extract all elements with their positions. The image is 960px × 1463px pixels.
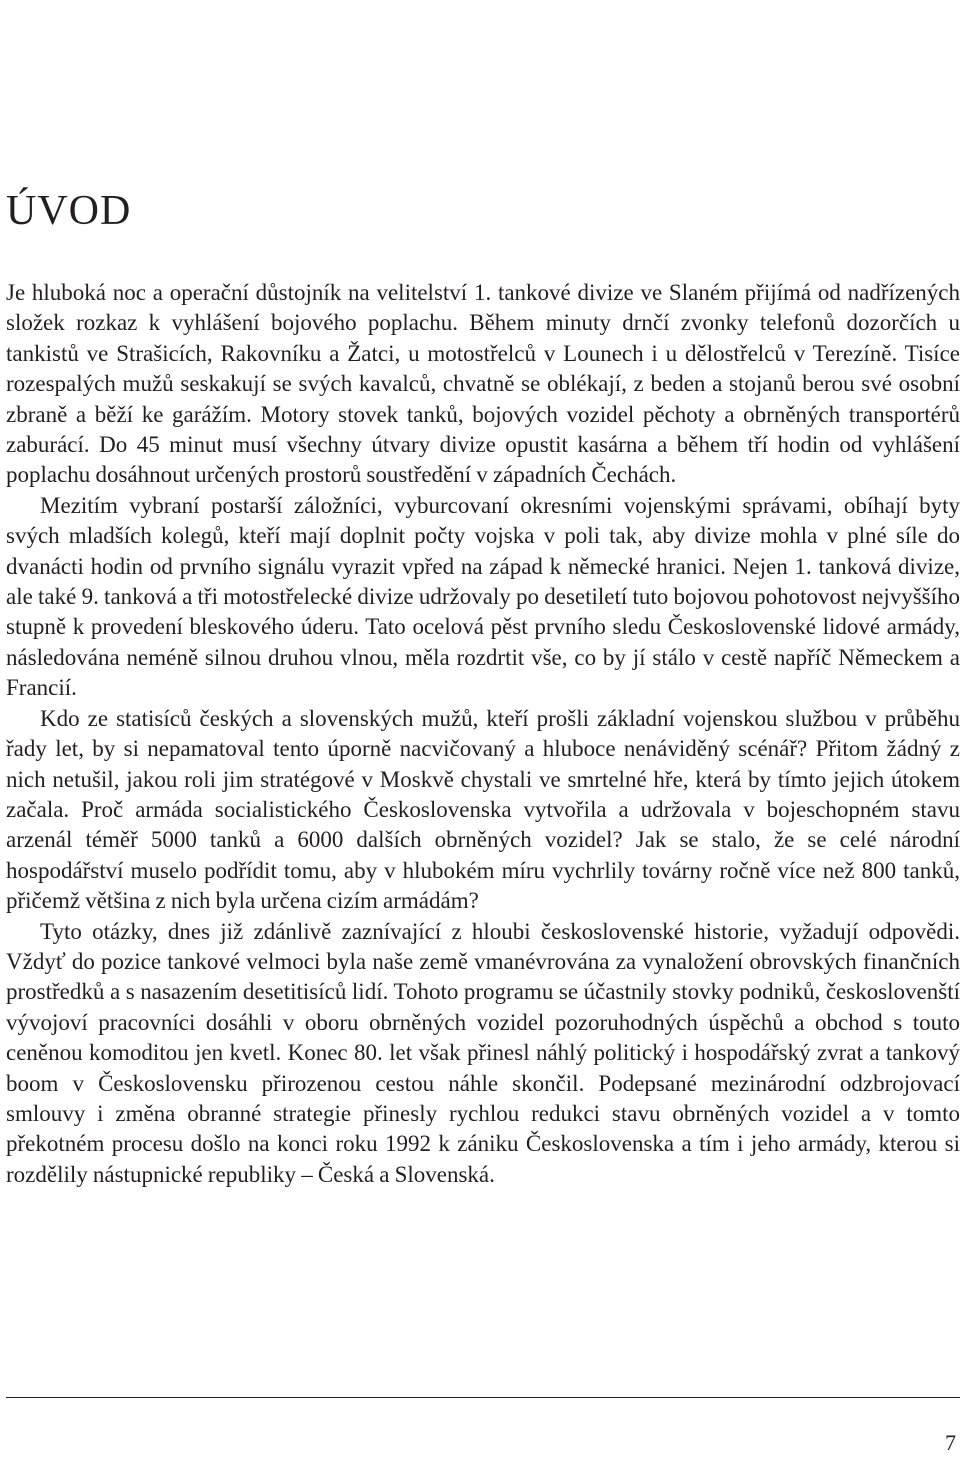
paragraph: Kdo ze statisíců českých a slovenských mužů, kteří prošli základní vojenskou službou v průběhu řady let, by si nepamatoval tento úporně nacvičovaný a hluboce nenáviděný scénář? Přitom žádný z nich netušil, jakou roli jim stratégové v Moskvě chystali ve smrtelné hře, která by tímto jejich útokem začala. Proč armáda socialistického Československa vytvořila a udržovala v bojeschopném stavu arzenál téměř 5000 tanků a 6000 dalších obrněných vozidel? Jak se stalo, že se celé národní hospodářství muselo podřídit tomu, aby v hlubokém míru vychrlily továrny ročně více než 800 tanků, přičemž většina z nich byla určena cizím armádám? — [6, 705, 960, 914]
chapter-title: ÚVOD — [6, 188, 132, 234]
page-number: 7 — [945, 1430, 956, 1455]
paragraph: Je hluboká noc a operační důstojník na velitelství 1. tankové divize ve Slaném přijímá od nadřízených složek rozkaz k vyhlášení bojového poplachu. Během minuty drnčí zvonky telefonů dozorčích u tankistů ve Strašicích, Rakovníku a Žatci, u motostřelců v Lounech i u dělostřelců v Terezíně. Tisíce rozespalých mužů seskakují se svých kavalců, chvatně se oblékají, z beden a stojanů berou své osobní zbraně a běží ke garážím. Motory stovek tanků, bojových vozidel pěchoty a obrněných transportérů zaburácí. Do 45 minut musí všechny útvary divize opustit kasárna a během tří hodin od vyhlášení poplachu dosáhnout určených prostorů soustředění v západních Čechách. — [6, 280, 960, 488]
paragraph: Mezitím vybraní postarší záložníci, vyburcovaní okresními vojenskými správami, obíhají byty svých mladších kolegů, kteří mají doplnit počty vojska v poli tak, aby divize mohla v plné síle do dvanácti hodin od prvního signálu vyrazit vpřed na západ k německé hranici. Nejen 1. tanková divize, ale také 9. tanková a tři motostřelecké divize udržovaly po desetiletí tuto bojovou pohotovost nejvyššího stupně k provedení bleskového úderu. Tato ocelová pěst prvního sledu Československé lidové armády, následována neméně silnou druhou vlnou, měla rozdrtit vše, co by jí stálo v cestě napříč Německem a Francií. — [6, 492, 960, 701]
chapter-body — [6, 278, 960, 1190]
paragraph: Tyto otázky, dnes již zdánlivě zaznívající z hloubi československé historie, vyžadují odpovědi. Vždyť do pozice tankové velmoci byla naše země vmanévrována za vynaložení obrovských finančních prostředků a s nasazením desetitisíců lidí. Tohoto programu se účastnily stovky podniků, českoslovenští vývojoví pracovníci dosáhli v oboru obrněných vozidel pozoruhodných úspěchů a obchod s touto ceněnou komoditou jen kvetl. Konec 80. let však přinesl náhlý politický i hospodářský zvrat a tankový boom v Československu přirozenou cestou náhle skončil. Podepsané mezinárodní odzbrojovací smlouvy i změna obranné strategie přinesly rychlou redukci stavu obrněných vozidel a v tomto překotném procesu došlo na konci roku 1992 k zániku Československa a tím i jeho armády, kterou si rozdělily nástupnické republiky – Česká a Slovenská. — [6, 918, 960, 1187]
footer-divider — [6, 1397, 960, 1398]
